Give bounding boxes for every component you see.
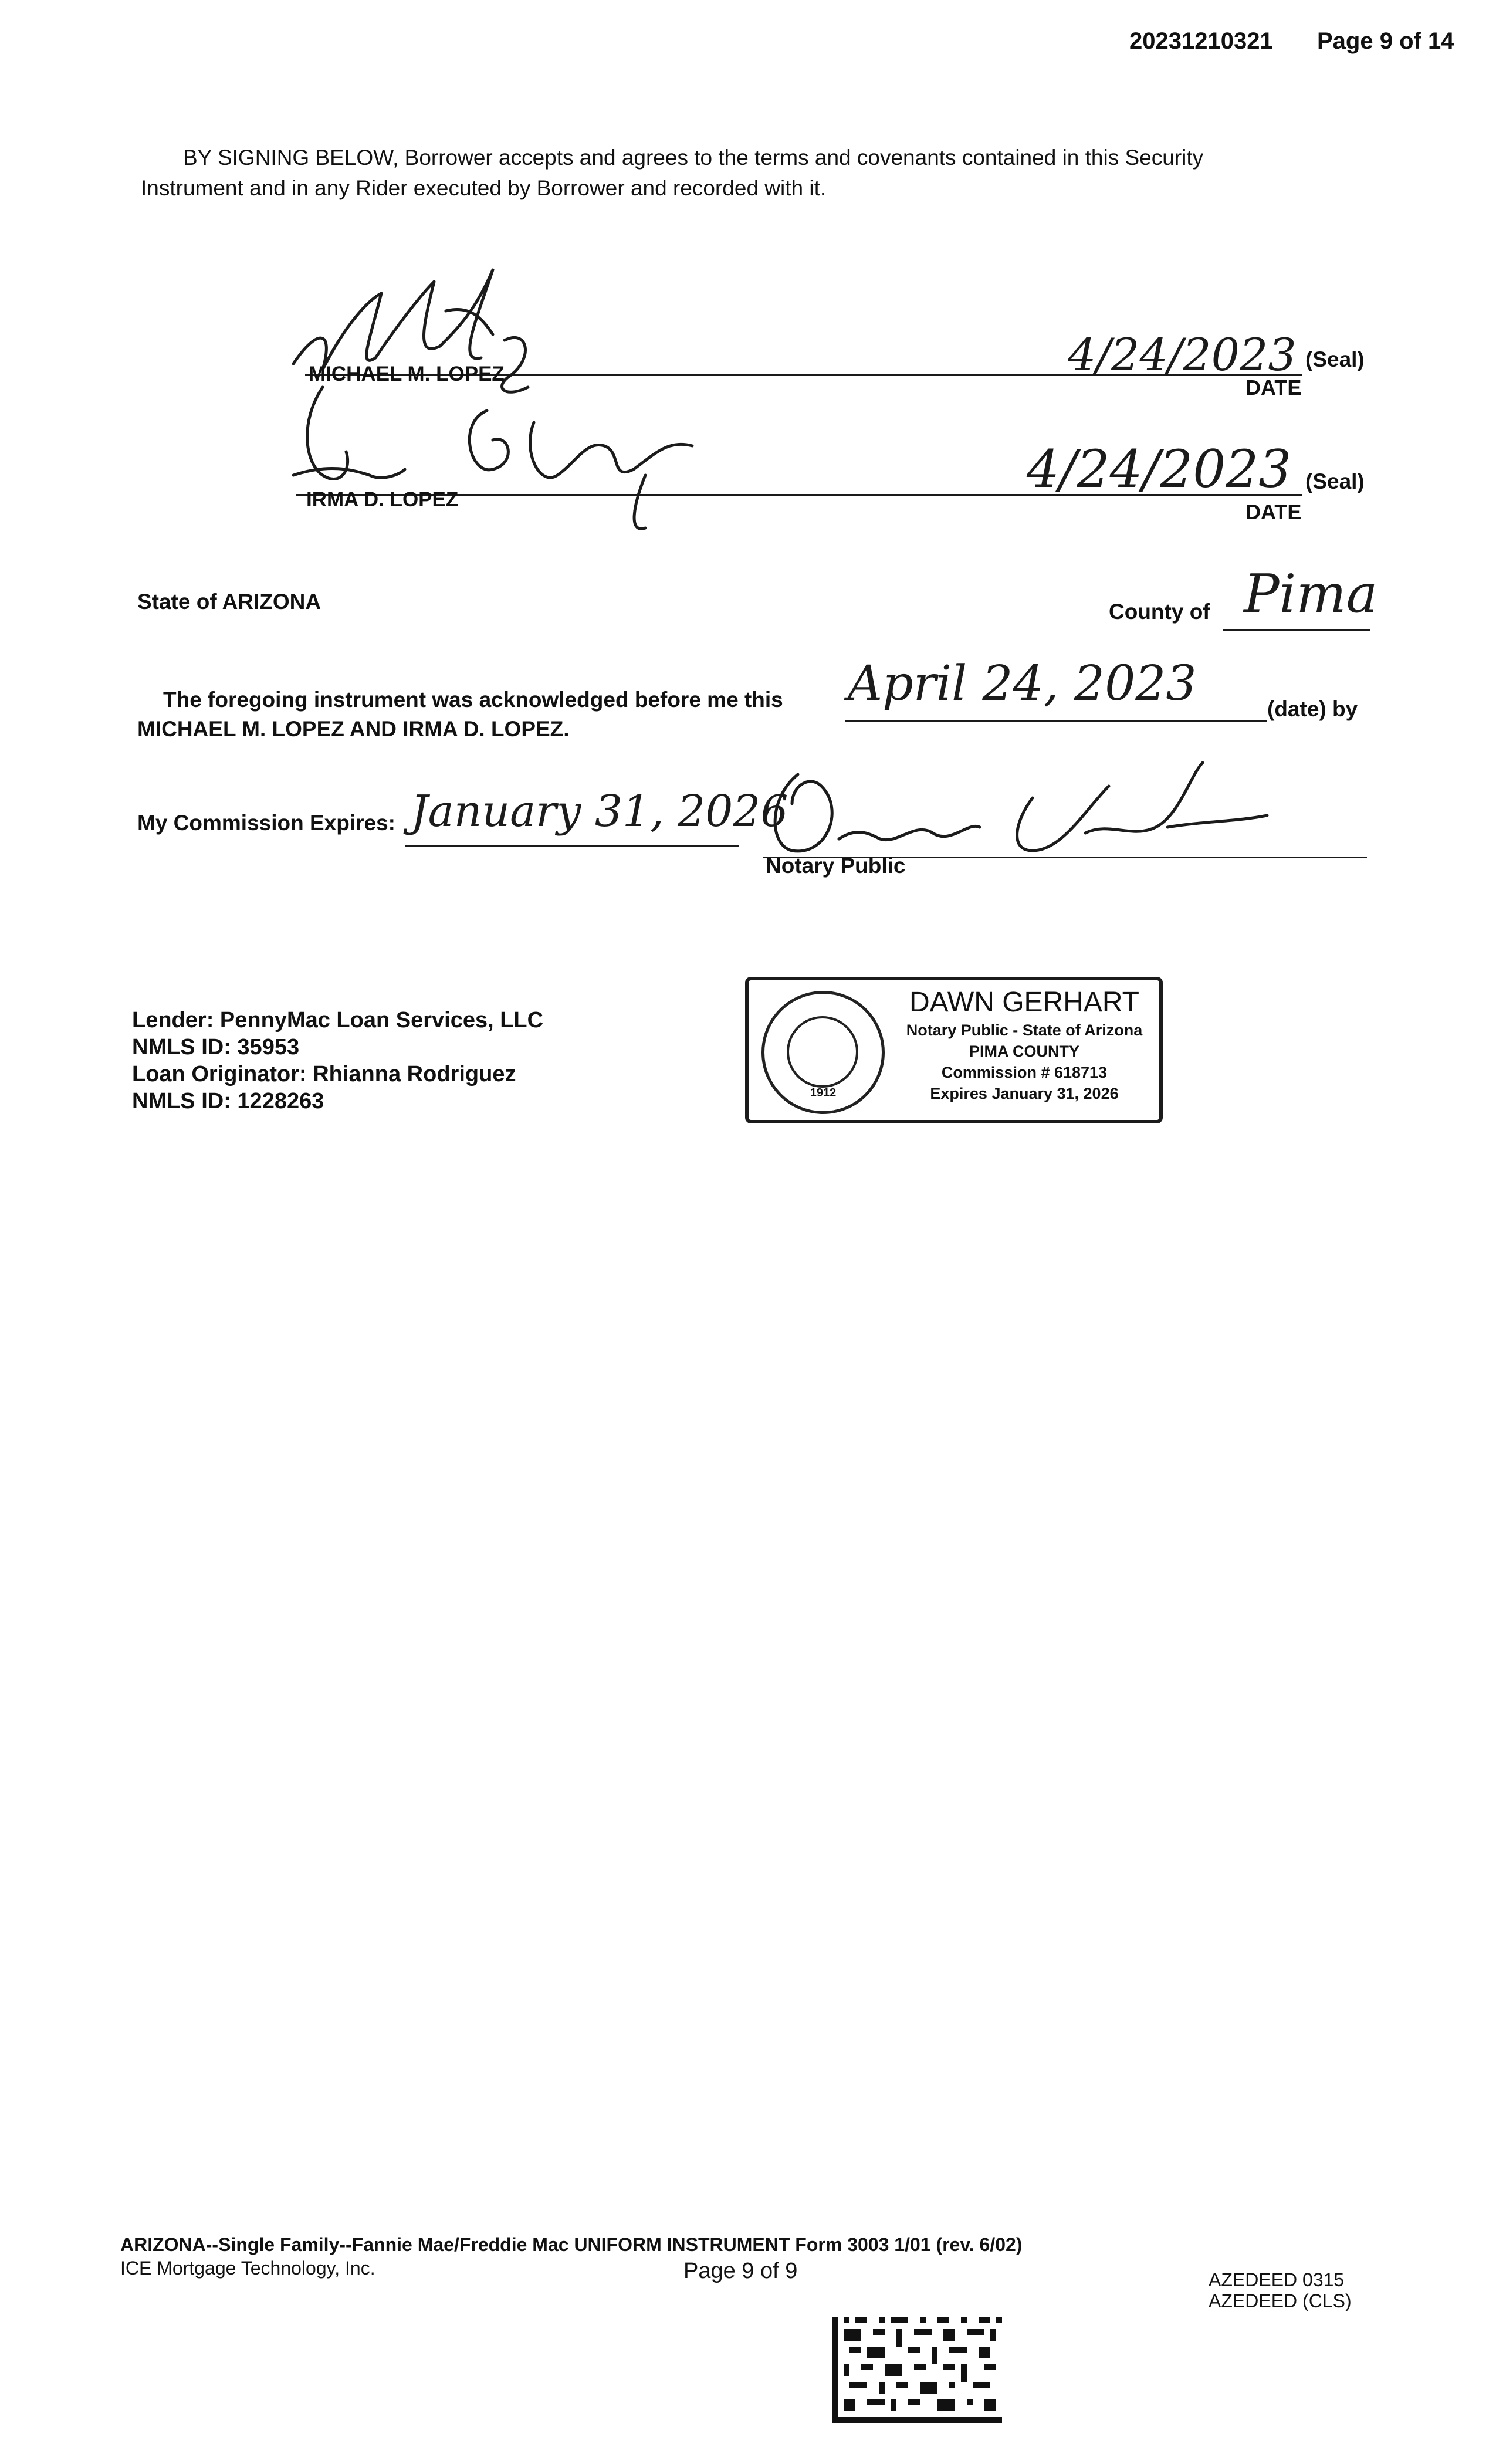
acknowledgment-suffix: (date) by	[1267, 697, 1358, 721]
signature-date-2: 4/24/2023	[1027, 439, 1292, 499]
lender-nmls: NMLS ID: 35953	[132, 1035, 300, 1060]
commission-label: My Commission Expires:	[137, 811, 396, 835]
footer-form-line: ARIZONA--Single Family--Fannie Mae/Freddie Mac UNIFORM INSTRUMENT Form 3003 1/01 (rev. 6/02)	[120, 2234, 1023, 2255]
intro-line-2: Instrument and in any Rider executed by Borrower and recorded with it.	[141, 176, 827, 200]
seal-emblem	[787, 1016, 858, 1088]
seal-year: 1912	[810, 1087, 837, 1099]
stamp-line-4: Expires January 31, 2026	[930, 1085, 1119, 1102]
document-number: 20231210321	[1129, 28, 1273, 54]
notary-public-label: Notary Public	[766, 854, 906, 878]
date-label-2: DATE	[1245, 500, 1302, 524]
footer-vendor: ICE Mortgage Technology, Inc.	[120, 2257, 375, 2279]
barcode-image	[832, 2317, 1002, 2423]
loan-originator: Loan Originator: Rhianna Rodriguez	[132, 1062, 516, 1087]
footer-code-1: AZEDEED 0315	[1209, 2269, 1345, 2290]
arizona-state-seal	[761, 991, 885, 1114]
seal-label-2: (Seal)	[1305, 469, 1365, 493]
county-line	[1223, 629, 1370, 631]
lender-name: Lender: PennyMac Loan Services, LLC	[132, 1008, 544, 1033]
state-label: State of ARIZONA	[137, 590, 321, 614]
acknowledgment-text: The foregoing instrument was acknowledged before me this	[163, 688, 783, 712]
commission-expiration-written: January 31, 2026	[411, 786, 788, 837]
originator-nmls: NMLS ID: 1228263	[132, 1089, 324, 1113]
footer-code-2: AZEDEED (CLS)	[1209, 2290, 1352, 2311]
notary-signature-image	[757, 751, 1273, 868]
irma-signature-image	[282, 375, 727, 546]
signature-date-1: 4/24/2023	[1068, 329, 1297, 381]
notary-stamp	[745, 977, 1163, 1123]
page-indicator: Page 9 of 14	[1317, 28, 1454, 54]
date-label-1: DATE	[1245, 375, 1302, 400]
county-written: Pima	[1244, 563, 1378, 625]
stamp-line-2: PIMA COUNTY	[969, 1043, 1079, 1060]
acknowledgment-date-line	[845, 720, 1267, 722]
acknowledgment-date: April 24, 2023	[848, 656, 1197, 712]
borrower-name-1: MICHAEL M. LOPEZ	[309, 363, 505, 385]
stamp-line-3: Commission # 618713	[941, 1064, 1108, 1081]
intro-line-1: BY SIGNING BELOW, Borrower accepts and agrees to the terms and covenants contained in this Security	[183, 145, 1204, 170]
seal-label-1: (Seal)	[1305, 347, 1365, 371]
stamp-notary-name: DAWN GERHART	[909, 987, 1139, 1018]
borrower-name-2: IRMA D. LOPEZ	[306, 488, 459, 511]
footer-page: Page 9 of 9	[683, 2259, 798, 2283]
acknowledgment-names: MICHAEL M. LOPEZ AND IRMA D. LOPEZ.	[137, 717, 570, 741]
county-label: County of	[1109, 600, 1210, 624]
stamp-line-1: Notary Public - State of Arizona	[906, 1021, 1143, 1039]
commission-line	[405, 845, 739, 847]
